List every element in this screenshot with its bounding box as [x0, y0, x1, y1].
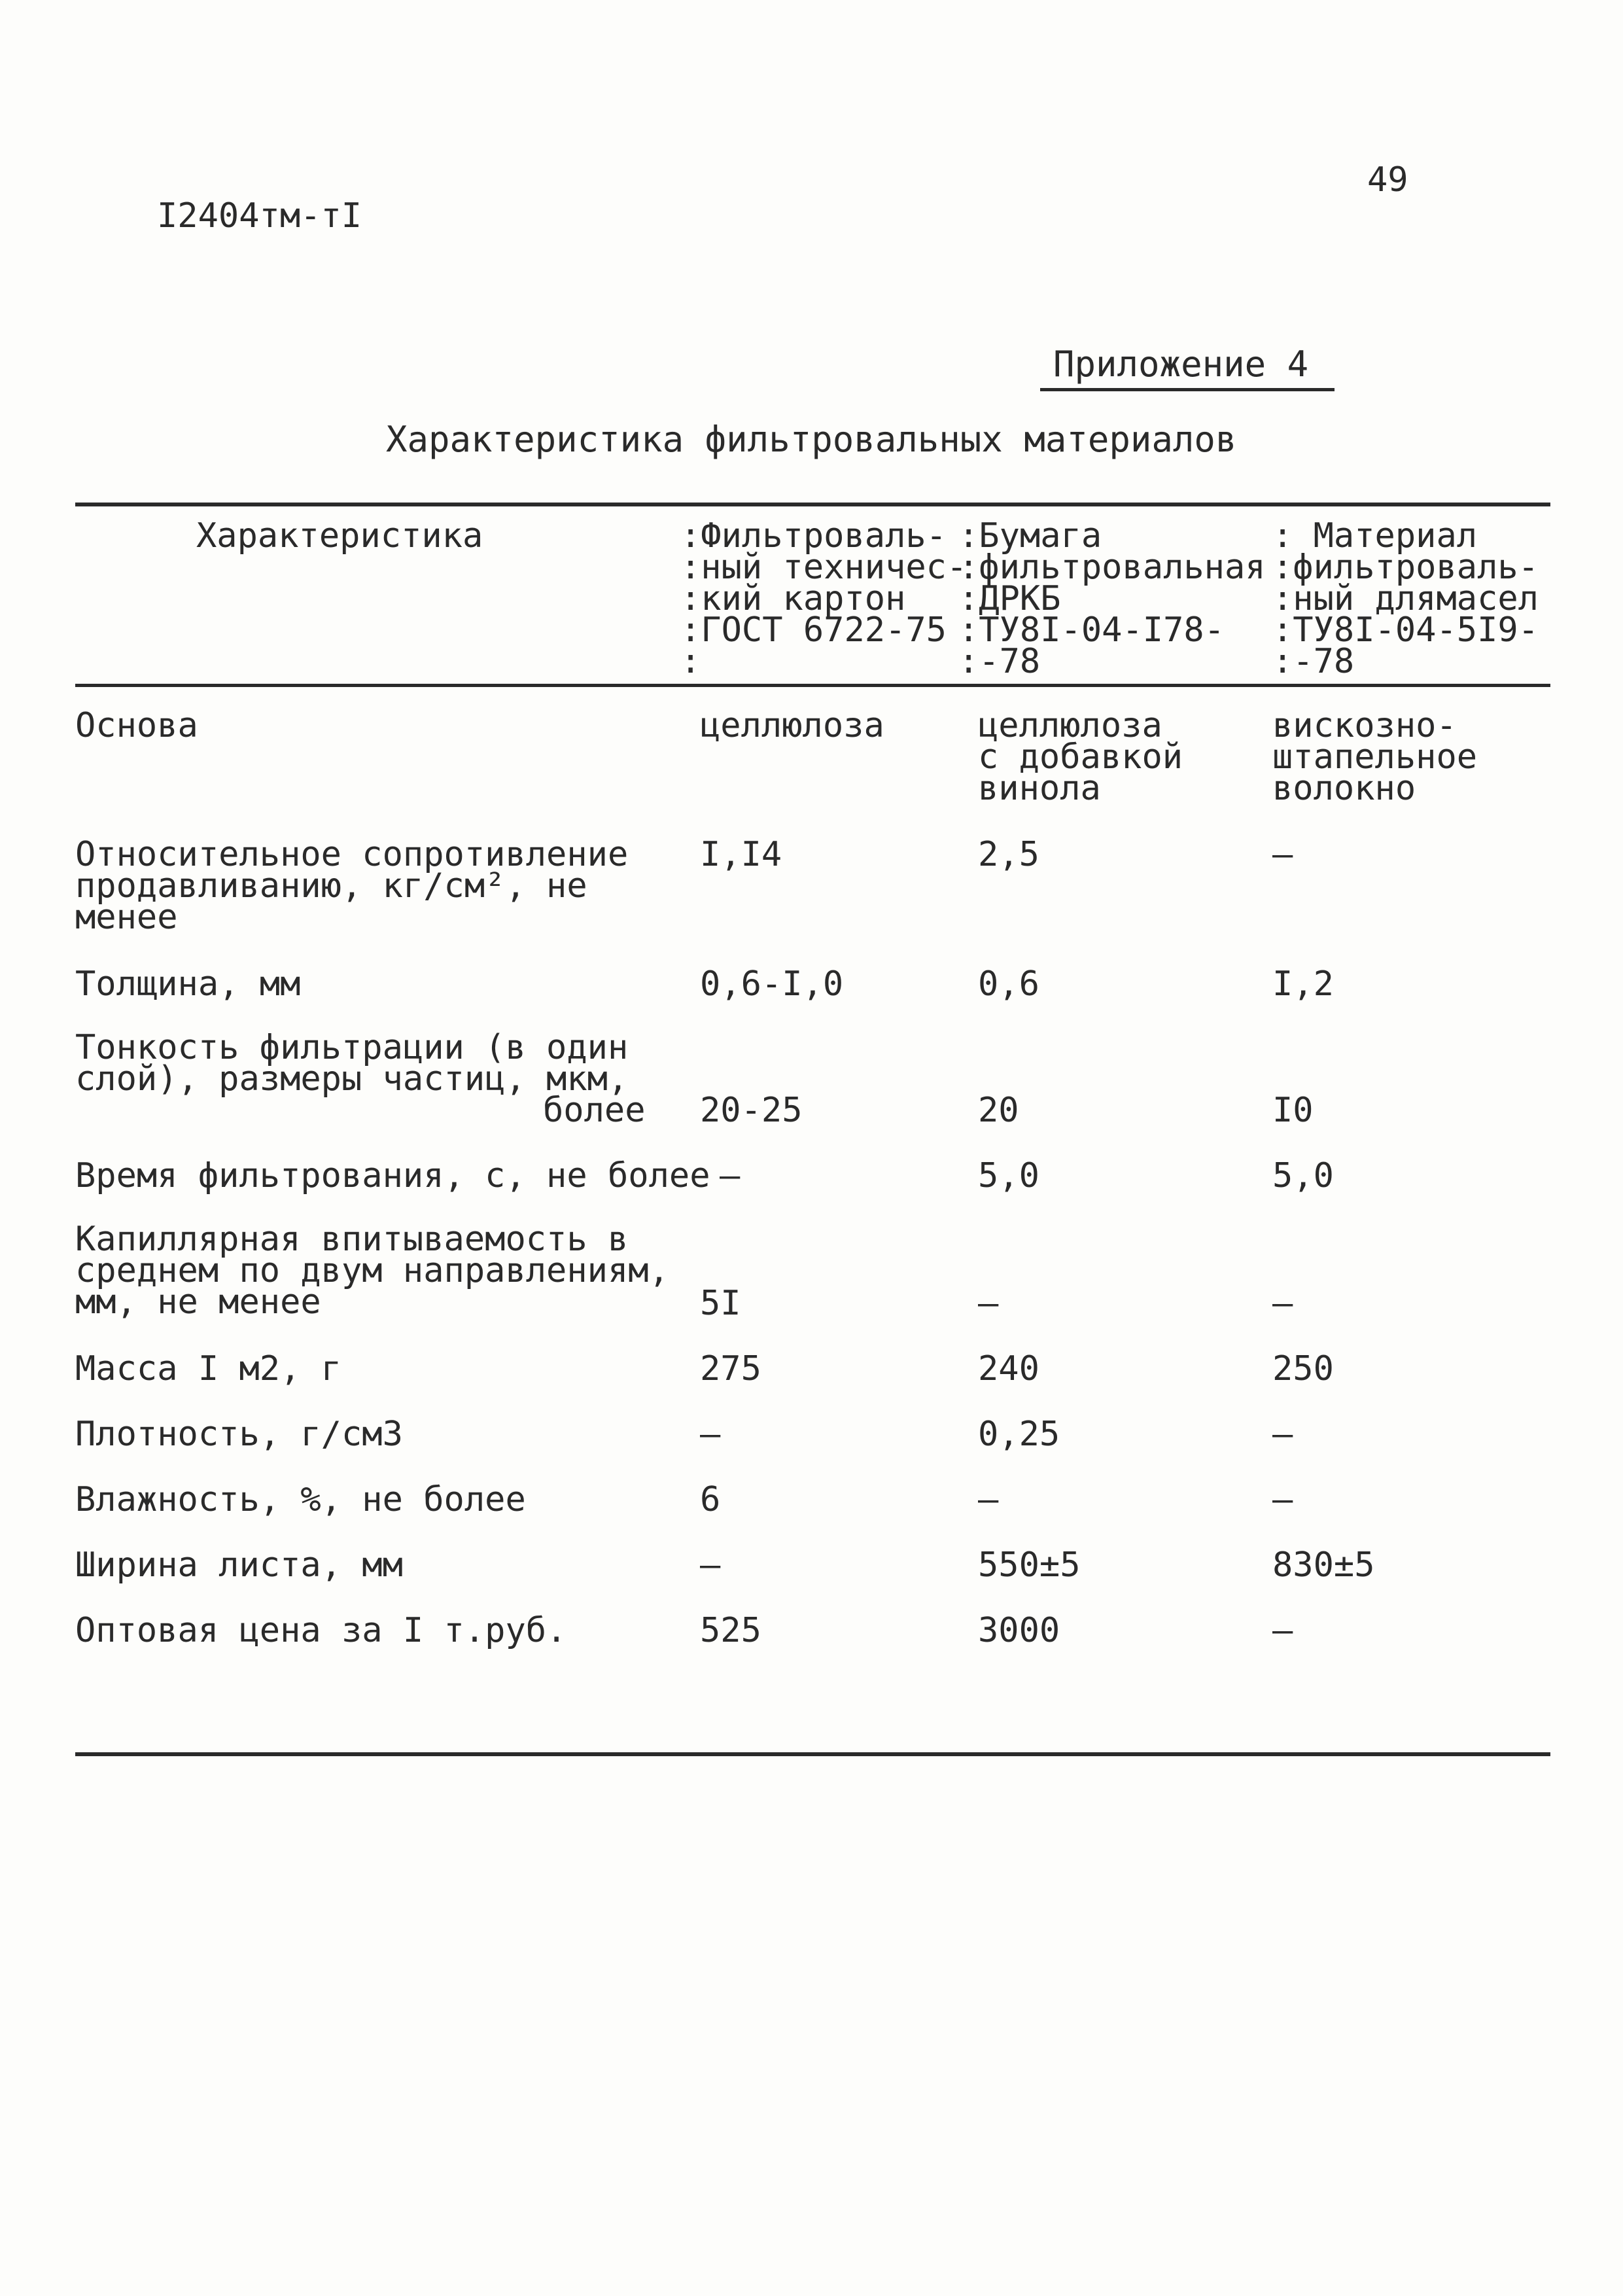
- cell-oil-material: 830±5: [1272, 1545, 1375, 1585]
- cell-cardboard: –: [720, 1156, 741, 1195]
- header-characteristic: Характеристика: [196, 516, 483, 556]
- appendix-label: Приложение 4: [1053, 344, 1309, 385]
- cell-cardboard: 5I: [700, 1284, 741, 1323]
- table-bottom-rule: [75, 1752, 1550, 1756]
- cell-oil-material: I0: [1272, 1091, 1314, 1130]
- row-label: Оптовая цена за I т.руб.: [75, 1611, 567, 1650]
- cell-paper: 5,0: [978, 1156, 1039, 1195]
- cell-cardboard: 275: [700, 1349, 761, 1388]
- row-label: Масса I м2, г: [75, 1349, 341, 1388]
- appendix-underline: [1040, 388, 1335, 391]
- cell-paper: 3000: [978, 1611, 1060, 1650]
- cell-paper: целлюлоза с добавкой винола: [978, 706, 1183, 808]
- row-label: Ширина листа, мм: [75, 1545, 403, 1585]
- cell-cardboard: I,I4: [700, 835, 782, 874]
- cell-paper: 240: [978, 1349, 1039, 1388]
- row-label: Относительное сопротивление продавливанию, кг/см², не менее: [75, 835, 629, 937]
- cell-paper: 2,5: [978, 835, 1039, 874]
- cell-cardboard: –: [700, 1545, 721, 1585]
- document-code: I2404тм-тI: [157, 196, 362, 236]
- page-number: 49: [1367, 160, 1408, 200]
- cell-cardboard: целлюлоза: [700, 706, 884, 745]
- cell-cardboard: 6: [700, 1480, 721, 1519]
- row-label: Влажность, %, не более: [75, 1480, 526, 1519]
- row-label: Тонкость фильтрации (в один слой), размеры частиц, мкм,: [75, 1028, 629, 1099]
- cell-oil-material: вискозно- штапельное волокно: [1272, 706, 1478, 808]
- cell-paper: –: [978, 1284, 999, 1323]
- row-label: Основа: [75, 706, 198, 745]
- cell-oil-material: –: [1272, 1415, 1293, 1454]
- header-oil-material: : Материал :фильтроваль- :ный длямасел :ТУ8I-04-5I9- :-78: [1272, 516, 1539, 681]
- cell-oil-material: I,2: [1272, 964, 1334, 1004]
- table-title: Характеристика фильтровальных материалов: [386, 419, 1237, 460]
- header-cardboard: :Фильтроваль- :ный техничес- :кий картон :ГОСТ 6722-75 :: [680, 516, 968, 681]
- row-label: Капиллярная впитываемость в среднем по двум направлениям, мм, не менее: [75, 1220, 669, 1322]
- row-label: Плотность, г/см3: [75, 1415, 403, 1454]
- cell-paper: 0,6: [978, 964, 1039, 1004]
- cell-oil-material: –: [1272, 1480, 1293, 1519]
- cell-cardboard: 525: [700, 1611, 761, 1650]
- cell-cardboard: 20-25: [700, 1091, 803, 1130]
- row-label: Время фильтрования, с, не более: [75, 1156, 710, 1195]
- cell-oil-material: –: [1272, 1611, 1293, 1650]
- cell-cardboard: 0,6-I,0: [700, 964, 844, 1004]
- header-paper: :Бумага :фильтровальная :ДРКБ :ТУ8I-04-I78- :-78: [958, 516, 1266, 681]
- row-label-tail: более: [543, 1091, 646, 1130]
- row-label: Толщина, мм: [75, 964, 301, 1004]
- cell-cardboard: –: [700, 1415, 721, 1454]
- cell-paper: 20: [978, 1091, 1019, 1130]
- cell-oil-material: –: [1272, 1284, 1293, 1323]
- table-top-rule: [75, 503, 1550, 506]
- cell-oil-material: 5,0: [1272, 1156, 1334, 1195]
- header-separator-rule: [75, 684, 1550, 687]
- cell-paper: 0,25: [978, 1415, 1060, 1454]
- cell-oil-material: –: [1272, 835, 1293, 874]
- cell-paper: 550±5: [978, 1545, 1081, 1585]
- cell-oil-material: 250: [1272, 1349, 1334, 1388]
- cell-paper: –: [978, 1480, 999, 1519]
